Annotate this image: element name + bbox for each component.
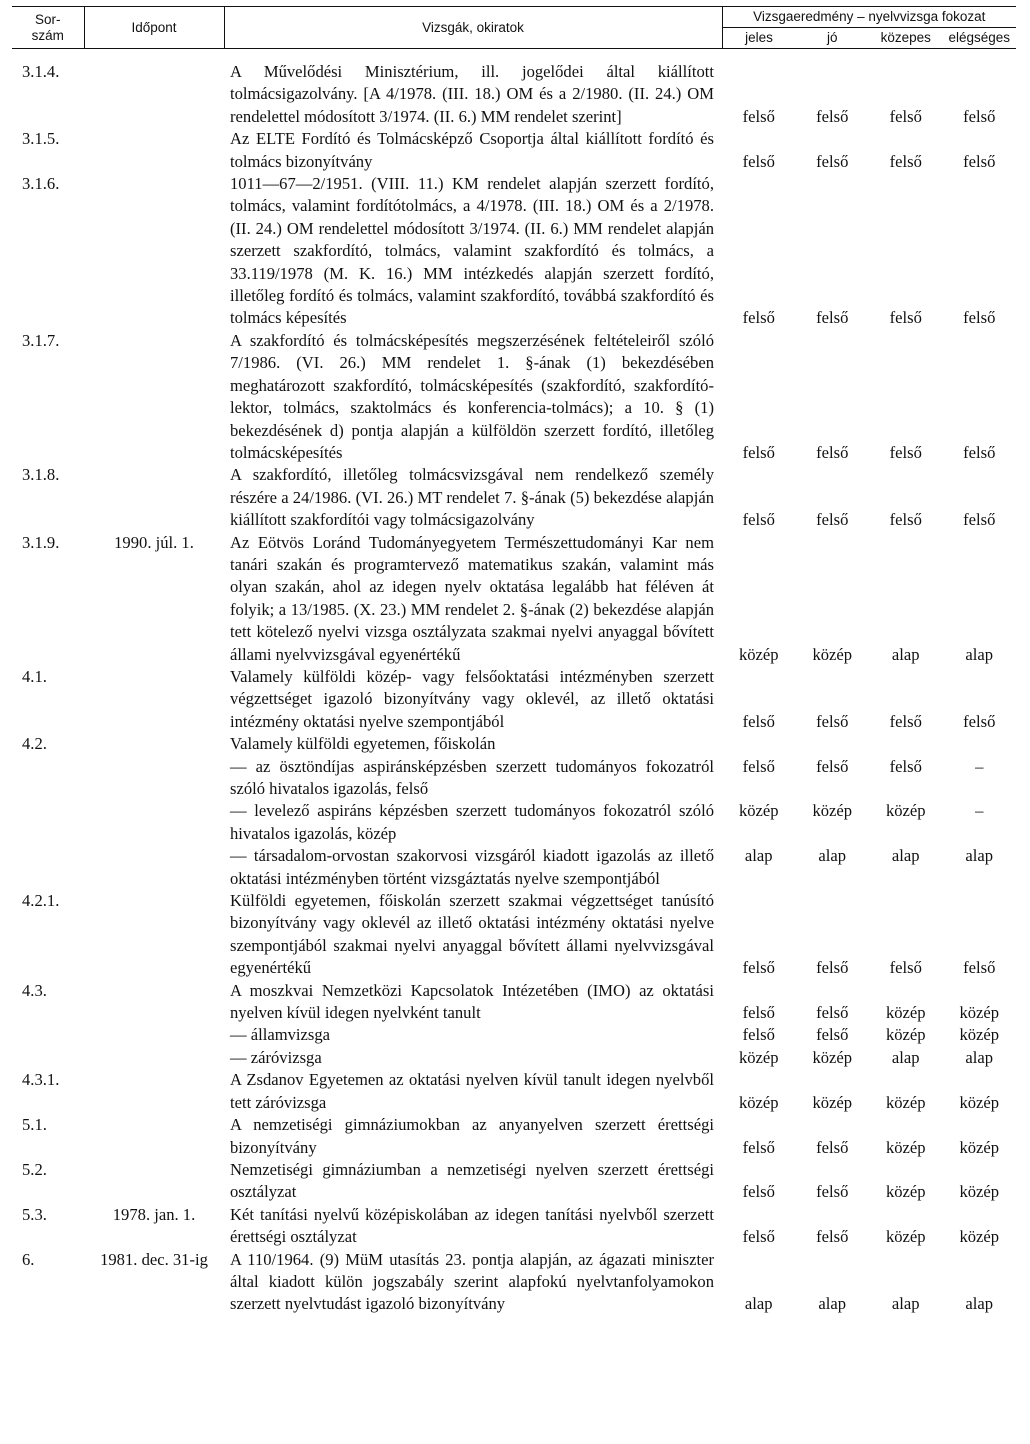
result-good: felső xyxy=(816,711,849,731)
row-description: A 110/1964. (9) MüM utasítás 23. pontja alapján, az ágazati miniszter által kiadott külön jogszabály szerint alapfokú nyelvtanfolyamokon szerzett nyelvtudást igazoló bizonyítvány xyxy=(230,1249,714,1314)
result-excellent: felső xyxy=(742,442,775,462)
row-serial-number xyxy=(12,1047,84,1069)
result-average: közép xyxy=(885,801,926,821)
result-sufficient: közép xyxy=(959,1227,1000,1247)
table-row xyxy=(12,330,1016,464)
row-serial-number: 4.3.1. xyxy=(22,1070,60,1090)
header-grade-average: közepes xyxy=(869,28,943,49)
row-serial-number: 3.1.5. xyxy=(22,129,60,149)
row-date xyxy=(84,733,224,755)
header-serial-number: Sor- szám xyxy=(12,7,84,49)
row-date xyxy=(84,464,224,531)
result-excellent: felső xyxy=(742,1003,775,1023)
result-sufficient: alap xyxy=(965,644,994,664)
header-date: Időpont xyxy=(84,7,224,49)
row-description: Két tanítási nyelvű középiskolában az idegen tanítási nyelvből szerzett érettségi osztályzat xyxy=(230,1204,714,1247)
result-sufficient: alap xyxy=(965,1294,994,1314)
result-average: közép xyxy=(885,1182,926,1202)
row-description: — levelező aspiráns képzésben szerzett tudományos fokozatról szóló hivatalos igazolás, közép xyxy=(230,801,714,843)
result-sufficient: felső xyxy=(963,106,996,126)
result-good: közép xyxy=(812,1092,853,1112)
table-header xyxy=(12,7,1016,49)
result-average: közép xyxy=(885,1025,926,1045)
result-sufficient: alap xyxy=(965,846,994,866)
result-good: felső xyxy=(816,756,849,776)
result-good: felső xyxy=(816,1025,849,1045)
row-date: 1981. dec. 31-ig xyxy=(100,1249,208,1269)
result-good: felső xyxy=(816,1182,849,1202)
result-excellent: felső xyxy=(742,1182,775,1202)
row-description: Nemzetiségi gimnáziumban a nemzetiségi nyelven szerzett érettségi osztályzat xyxy=(230,1159,714,1202)
result-excellent: felső xyxy=(742,756,775,776)
header-grade-good: jó xyxy=(796,28,870,49)
row-serial-number: 3.1.7. xyxy=(22,330,60,350)
header-grade-excellent: jeles xyxy=(722,28,796,49)
table-row xyxy=(12,128,1016,173)
result-good: felső xyxy=(816,510,849,530)
result-average: alap xyxy=(891,846,920,866)
row-description: — záróvizsga xyxy=(230,1047,322,1067)
row-serial-number: 3.1.6. xyxy=(22,174,60,194)
table-row xyxy=(12,464,1016,531)
row-description: A nemzetiségi gimnáziumokban az anyanyelven szerzett érettségi bizonyítvány xyxy=(230,1115,714,1157)
result-sufficient: közép xyxy=(959,1003,1000,1023)
table-row xyxy=(12,1024,1016,1046)
row-date xyxy=(84,845,224,890)
table-body xyxy=(12,49,1016,1316)
row-description: — az ösztöndíjas aspiránsképzésben szerzett tudományos fokozatról szóló hivatalos igazolás, felső xyxy=(230,756,714,798)
table-row xyxy=(12,1249,1016,1316)
row-serial-number xyxy=(12,1024,84,1046)
result-good: alap xyxy=(818,1294,847,1314)
row-description: Az Eötvös Loránd Tudományegyetem Természettudományi Kar nem tanári szakán és programtervező matematikus szakán, valamint más olyan szakán, ahol az idegen nyelv oktatása legalább hat féléven át folyik; a 13/1985. (X. 23.) MM rendelet 2. §-ának (2) bekezdése alapján tett kötelező nyelvi vizsga osztályzata szakmai nyelvi anyaggal bővített állami nyelvvizsgával egyenértékű xyxy=(230,532,714,664)
row-description: A Zsdanov Egyetemen az oktatási nyelven kívül tanult idegen nyelvből tett záróvizsga xyxy=(230,1070,714,1112)
row-serial-number: 5.1. xyxy=(22,1115,47,1135)
row-date xyxy=(84,1047,224,1069)
row-date xyxy=(84,173,224,330)
row-description: Külföldi egyetemen, főiskolán szerzett szakmai végzettséget tanúsító bizonyítvány vagy oklevél az illető oktatási intézmény oktatási nyelve szempontjából szakmai nyelvi anyaggal bővített állami nyelvvizsgával egyenértékű xyxy=(230,891,714,978)
table-row xyxy=(12,890,1016,980)
result-good: felső xyxy=(816,1137,849,1157)
result-good: felső xyxy=(816,1003,849,1023)
row-date xyxy=(84,128,224,173)
row-date: 1990. júl. 1. xyxy=(114,532,194,552)
table-row xyxy=(12,980,1016,1025)
table-row xyxy=(12,61,1016,128)
table-row xyxy=(12,845,1016,890)
result-average: alap xyxy=(891,644,920,664)
result-average: közép xyxy=(885,1003,926,1023)
result-average: felső xyxy=(889,510,922,530)
table-row xyxy=(12,733,1016,755)
result-sufficient: felső xyxy=(963,151,996,171)
table-row xyxy=(12,1159,1016,1204)
result-excellent: felső xyxy=(742,958,775,978)
table-row xyxy=(12,1069,1016,1114)
result-excellent: alap xyxy=(744,846,773,866)
row-date xyxy=(84,1069,224,1114)
result-excellent: közép xyxy=(738,801,779,821)
row-date xyxy=(84,330,224,464)
result-average: közép xyxy=(885,1137,926,1157)
row-description: Valamely külföldi egyetemen, főiskolán xyxy=(230,734,496,754)
result-excellent: közép xyxy=(738,644,779,664)
row-serial-number: 4.1. xyxy=(22,666,47,686)
row-serial-number: 4.3. xyxy=(22,980,47,1000)
result-average: felső xyxy=(889,442,922,462)
result-good: felső xyxy=(816,958,849,978)
result-good: felső xyxy=(816,151,849,171)
row-date xyxy=(84,756,224,801)
table-row xyxy=(12,532,1016,666)
row-date xyxy=(84,890,224,980)
result-excellent: felső xyxy=(742,510,775,530)
table-row xyxy=(12,1047,1016,1069)
result-average: felső xyxy=(889,711,922,731)
table-row xyxy=(12,1114,1016,1159)
row-date xyxy=(84,1114,224,1159)
result-sufficient: felső xyxy=(963,442,996,462)
result-excellent: felső xyxy=(742,1025,775,1045)
result-excellent: közép xyxy=(738,1092,779,1112)
result-good: felső xyxy=(816,1227,849,1247)
result-excellent xyxy=(722,733,796,755)
table-row xyxy=(12,1204,1016,1249)
result-sufficient: felső xyxy=(963,958,996,978)
row-date xyxy=(84,666,224,733)
result-sufficient: felső xyxy=(963,308,996,328)
result-average: felső xyxy=(889,958,922,978)
result-excellent: felső xyxy=(742,1227,775,1247)
result-average xyxy=(869,733,943,755)
row-serial-number: 5.3. xyxy=(22,1204,47,1224)
row-serial-number: 4.2.1. xyxy=(22,891,60,911)
row-date xyxy=(84,1159,224,1204)
table-row xyxy=(12,756,1016,801)
row-description: 1011—67—2/1951. (VIII. 11.) KM rendelet alapján szerzett fordító, tolmács, valamint fordítótolmács, a 4/1978. (III. 18.) OM és a 2/1978. (II. 24.) OM rendelettel módosított 3/1974. (II. 6.) MM rendelet alapján szerzett szakfordító, tolmács, valamint szakfordító és tolmács, a 33.119/1978 (M. K. 16.) MM intézkedés alapján szerzett fordító, illetőleg fordító és tolmács, valamint szakfordító, továbbá szakfordító és tolmács képesítés xyxy=(230,174,714,328)
result-sufficient: közép xyxy=(959,1092,1000,1112)
result-excellent: közép xyxy=(738,1047,779,1067)
row-description: — államvizsga xyxy=(230,1025,330,1045)
result-excellent: felső xyxy=(742,106,775,126)
row-serial-number xyxy=(12,756,84,801)
result-good: közép xyxy=(812,801,853,821)
result-excellent: felső xyxy=(742,1137,775,1157)
result-sufficient: közép xyxy=(959,1137,1000,1157)
result-sufficient: közép xyxy=(959,1182,1000,1202)
row-serial-number: 6. xyxy=(22,1249,35,1269)
result-good: közép xyxy=(812,1047,853,1067)
result-sufficient: – xyxy=(975,801,984,821)
table-row xyxy=(12,800,1016,845)
result-sufficient: felső xyxy=(963,711,996,731)
result-excellent: felső xyxy=(742,308,775,328)
row-serial-number: 3.1.4. xyxy=(22,62,60,81)
row-date: 1978. jan. 1. xyxy=(112,1204,196,1224)
result-good: felső xyxy=(816,106,849,126)
row-date xyxy=(84,800,224,845)
result-average: alap xyxy=(891,1294,920,1314)
result-sufficient: felső xyxy=(963,510,996,530)
row-description: A Művelődési Minisztérium, ill. jogelődei által kiállított tolmácsigazolvány. [A 4/1978. (III. 18.) OM és a 2/1980. (II. 24.) OM rendelettel módosított 3/1974. (II. 6.) MM rendelet szerint] xyxy=(230,62,714,126)
row-description: Az ELTE Fordító és Tolmácsképző Csoportja által kiállított fordító és tolmács bizonyítvány xyxy=(230,129,714,171)
result-sufficient: – xyxy=(975,756,984,776)
result-good: közép xyxy=(812,644,853,664)
row-serial-number: 3.1.8. xyxy=(22,465,60,485)
table-row xyxy=(12,666,1016,733)
row-description: A szakfordító és tolmácsképesítés megszerzésének feltételeiről szóló 7/1986. (VI. 26.) MM rendelet 1. §-ának (1) bekezdésében meghatározott szakfordító, tolmácsképesítés (szakfordító, szakfordító-lektor, tolmács, szaktolmács és konferencia-tolmács); a 10. § (1) bekezdésének d) pontja alapján a külföldön szerzett fordító, illetőleg tolmácsképesítés xyxy=(230,330,714,462)
row-description: A szakfordító, illetőleg tolmácsvizsgával nem rendelkező személy részére a 24/1986. (VI. 26.) MT rendelet 7. §-ának (5) bekezdése alapján kiállított szakfordítói vagy tolmácsigazolvány xyxy=(230,465,714,530)
header-grade-sufficient: elégséges xyxy=(943,28,1017,49)
result-average: közép xyxy=(885,1227,926,1247)
result-average: felső xyxy=(889,308,922,328)
equivalence-table xyxy=(12,6,1016,1316)
result-excellent: felső xyxy=(742,711,775,731)
result-average: felső xyxy=(889,756,922,776)
result-average: közép xyxy=(885,1092,926,1112)
result-average: alap xyxy=(891,1047,920,1067)
header-exams-documents: Vizsgák, okiratok xyxy=(224,7,722,49)
row-serial-number xyxy=(12,800,84,845)
result-sufficient xyxy=(943,733,1017,755)
result-good: felső xyxy=(816,308,849,328)
row-serial-number: 4.2. xyxy=(22,734,47,754)
row-date xyxy=(84,61,224,128)
result-sufficient: alap xyxy=(965,1047,994,1067)
row-date xyxy=(84,1024,224,1046)
row-description: Valamely külföldi közép- vagy felsőoktatási intézményben szerzett végzettséget igazoló bizonyítvány vagy oklevél, az illető oktatási intézmény oktatási nyelve szempontjából xyxy=(230,666,714,731)
row-description: A moszkvai Nemzetközi Kapcsolatok Intézetében (IMO) az oktatási nyelven kívül idegen nyelvként tanult xyxy=(230,980,714,1023)
row-description: — társadalom-orvostan szakorvosi vizsgáról kiadott igazolás az illető oktatási intézményben történt vizsgáztatás nyelve szempontjából xyxy=(230,846,714,888)
result-average: felső xyxy=(889,151,922,171)
result-excellent: alap xyxy=(744,1294,773,1314)
result-sufficient: közép xyxy=(959,1025,1000,1045)
row-serial-number xyxy=(12,845,84,890)
result-good xyxy=(796,733,870,755)
header-result-group: Vizsgaeredmény – nyelvvizsga fokozat xyxy=(722,7,1016,28)
row-date xyxy=(84,980,224,1025)
table-row xyxy=(12,173,1016,330)
result-good: alap xyxy=(818,846,847,866)
result-average: felső xyxy=(889,106,922,126)
row-serial-number: 3.1.9. xyxy=(22,532,60,552)
row-serial-number: 5.2. xyxy=(22,1159,47,1179)
result-good: felső xyxy=(816,442,849,462)
result-excellent: felső xyxy=(742,151,775,171)
